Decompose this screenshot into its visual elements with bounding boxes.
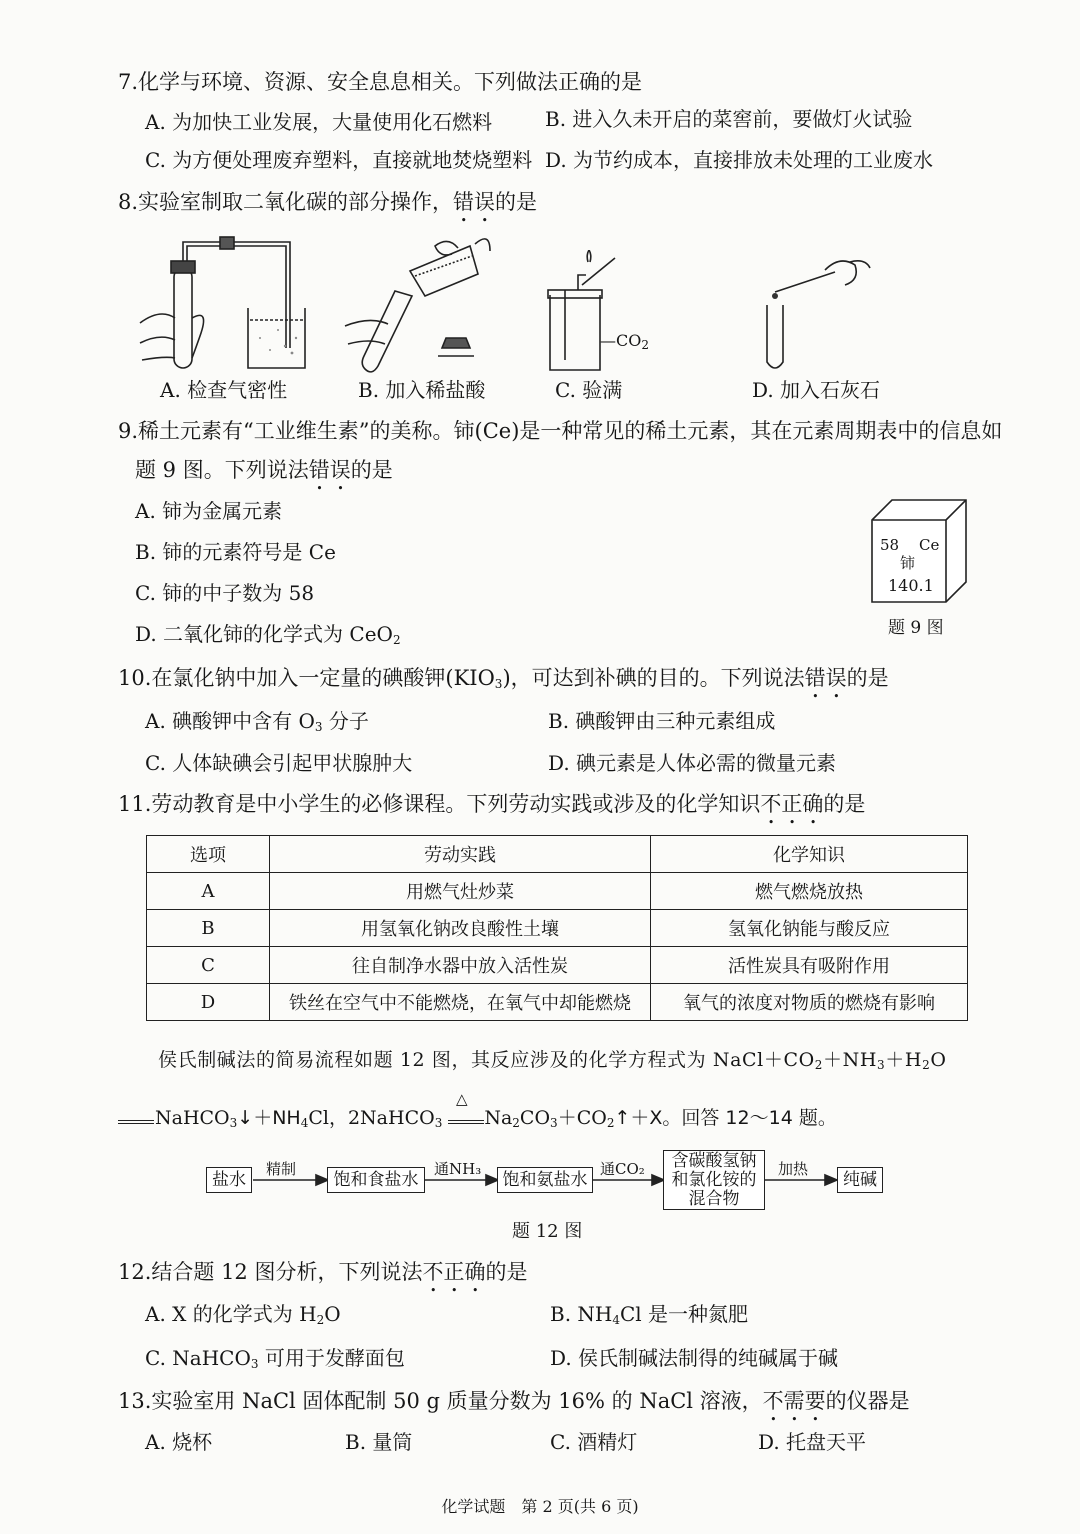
q9-stem-line1: 9.稀土元素有“工业维生素”的美称。铈(Ce)是一种常见的稀土元素，其在元素周期表中的信息如	[118, 419, 1003, 443]
flow-label-heat: 加热	[778, 1160, 809, 1178]
q10-stem: 10.在氯化钠中加入一定量的碘酸钾$(KIO_3)$，可达到补碘的目的。下列说法错误的是	[118, 666, 889, 691]
table-cell: A	[147, 873, 270, 910]
equals-sign	[118, 1120, 154, 1124]
q12-option-b: B. $NH_4Cl$ 是一种氮肥	[550, 1302, 749, 1327]
heat-symbol: △	[456, 1090, 468, 1108]
q12-fig-caption: 题 12 图	[512, 1221, 583, 1242]
element-mass: 140.1	[888, 576, 934, 595]
q13-option-c: C. 酒精灯	[550, 1430, 638, 1454]
hou-intro-line2: $NaHCO_3↓+NH_4Cl$，2NaHCO$_3$ $Na_2CO_3+CO_2↑+X$。回答 12～14 题。	[155, 1107, 837, 1130]
table-cell: 往自制净水器中放入活性炭	[270, 947, 651, 984]
q11-table	[146, 835, 968, 1021]
q8-fig-c-caption: C. 验满	[555, 378, 623, 402]
q13-option-d: D. 托盘天平	[758, 1430, 867, 1454]
q7-option-a: A. 为加快工业发展，大量使用化石燃料	[145, 110, 493, 134]
table-cell: 氢氧化钠能与酸反应	[651, 910, 968, 947]
q8-fig-d-caption: D. 加入石灰石	[752, 378, 881, 402]
q10-option-c: C. 人体缺碘会引起甲状腺肿大	[145, 751, 413, 775]
header-knowledge: 化学知识	[651, 836, 968, 873]
flow-box-saturated-brine: 饱和食盐水	[327, 1167, 425, 1193]
q11-stem: 11.劳动教育是中小学生的必修课程。下列劳动实践或涉及的化学知识不正确的是	[118, 792, 866, 816]
airtightness-check-illustration	[130, 228, 310, 373]
table-cell: B	[147, 910, 270, 947]
table-cell: 燃气燃烧放热	[651, 873, 968, 910]
element-number: 58	[880, 536, 900, 554]
flow-box-mixture: 含碳酸氢钠和氯化铵的混合物	[663, 1150, 765, 1210]
q9-option-a: A. 铈为金属元素	[135, 499, 283, 523]
table-row	[147, 947, 968, 984]
flow-box-soda-ash: 纯碱	[837, 1167, 883, 1193]
table-row	[147, 910, 968, 947]
q7-stem: 7.化学与环境、资源、安全息息相关。下列做法正确的是	[118, 70, 643, 94]
header-practice: 劳动实践	[270, 836, 651, 873]
add-acid-illustration	[340, 226, 500, 376]
q7-option-d: D. 为节约成本，直接排放未处理的工业废水	[545, 148, 934, 172]
equals-sign-heat	[448, 1120, 484, 1124]
q9-option-d: D. 二氧化铈的化学式为 CeO$_2$	[135, 622, 401, 647]
q10-option-b: B. 碘酸钾由三种元素组成	[548, 709, 776, 733]
q8-fig-b-caption: B. 加入稀盐酸	[358, 378, 486, 402]
flow-label-nh3: 通NH₃	[434, 1160, 482, 1178]
q12-stem: 12.结合题 12 图分析，下列说法不正确的是	[118, 1260, 528, 1284]
co2-label: $—CO_2$	[600, 331, 649, 352]
q8-fig-a-caption: A. 检查气密性	[160, 378, 288, 402]
q9-fig-caption: 题 9 图	[888, 618, 944, 638]
q10-option-a: A. 碘酸钾中含有 $O_3$ 分子	[145, 709, 369, 734]
q12-option-c: C. NaHCO$_3$ 可用于发酵面包	[145, 1346, 405, 1371]
q13-option-a: A. 烧杯	[145, 1430, 213, 1454]
flow-box-brine: 盐水	[206, 1167, 252, 1193]
q9-option-b: B. 铈的元素符号是 Ce	[135, 540, 336, 564]
table-cell: 活性炭具有吸附作用	[651, 947, 968, 984]
q13-option-b: B. 量筒	[345, 1430, 413, 1454]
q7-option-c: C. 为方便处理废弃塑料，直接就地焚烧塑料	[145, 148, 533, 172]
table-cell: 用燃气灶炒菜	[270, 873, 651, 910]
q8-stem: 8.实验室制取二氧化碳的部分操作，错误的是	[118, 190, 538, 214]
element-name: 铈	[900, 554, 916, 572]
flow-label-refine: 精制	[266, 1160, 297, 1178]
table-row	[147, 873, 968, 910]
page-footer: 化学试题 第 2 页(共 6 页)	[441, 1497, 639, 1516]
table-cell: D	[147, 984, 270, 1021]
fullness-test-illustration	[540, 250, 650, 375]
q9-stem-line2: 题 9 图。下列说法错误的是	[135, 458, 393, 482]
q13-stem: 13.实验室用 NaCl 固体配制 50 g 质量分数为 16% 的 NaCl 溶液，不需要的仪器是	[118, 1389, 910, 1413]
flow-box-ammonia-brine: 饱和氨盐水	[497, 1167, 593, 1193]
table-cell: C	[147, 947, 270, 984]
q7-option-b: B. 进入久未开启的菜窖前，要做灯火试验	[545, 107, 913, 131]
hou-intro-line1: 侯氏制碱法的简易流程如题 12 图，其反应涉及的化学方程式为 $NaCl+CO_2+NH_3+H_2O$	[158, 1049, 947, 1072]
table-cell: 氧气的浓度对物质的燃烧有影响	[651, 984, 968, 1021]
q12-option-a: A. X 的化学式为 $H_2O$	[145, 1302, 341, 1327]
element-symbol: Ce	[919, 536, 940, 554]
add-limestone-illustration	[755, 250, 875, 375]
table-header-row	[147, 836, 968, 873]
table-cell: 铁丝在空气中不能燃烧，在氧气中却能燃烧	[270, 984, 651, 1021]
table-row	[147, 984, 968, 1021]
table-cell: 用氢氧化钠改良酸性土壤	[270, 910, 651, 947]
q10-option-d: D. 碘元素是人体必需的微量元素	[548, 751, 837, 775]
q9-option-c: C. 铈的中子数为 58	[135, 581, 315, 605]
header-option: 选项	[147, 836, 270, 873]
q12-option-d: D. 侯氏制碱法制得的纯碱属于碱	[550, 1346, 839, 1370]
flow-label-co2: 通CO₂	[600, 1160, 645, 1178]
